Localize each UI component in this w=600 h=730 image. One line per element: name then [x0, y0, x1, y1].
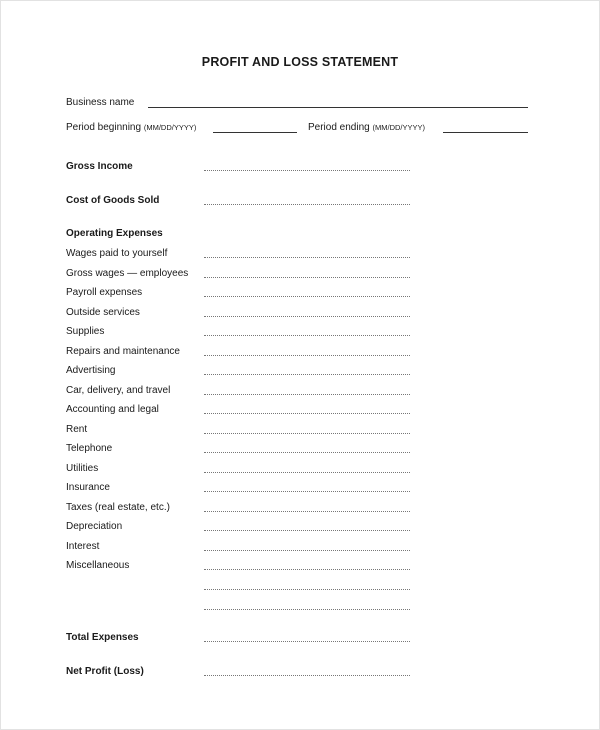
expense-item-label: Telephone: [66, 443, 113, 454]
period-beginning-label: [66, 122, 196, 133]
page-title: PROFIT AND LOSS STATEMENT: [201, 55, 399, 69]
period-beginning-format: (MM/DD/YYYY): [143, 123, 197, 132]
expense-item-field[interactable]: [204, 257, 410, 258]
period-ending-format: (MM/DD/YYYY): [372, 123, 425, 132]
expense-item-label: Advertising: [66, 365, 116, 376]
expense-item-label: Taxes (real estate, etc.): [66, 501, 170, 513]
expense-item-label: Utilities: [66, 462, 99, 474]
expense-item-label: Wages paid to yourself: [66, 248, 168, 259]
expense-item-field[interactable]: [204, 530, 410, 531]
expense-item-field[interactable]: [204, 452, 410, 453]
cost-of-goods-sold-field[interactable]: [204, 204, 410, 205]
expense-item-field[interactable]: [204, 511, 410, 512]
expense-item-field[interactable]: [204, 550, 410, 551]
expense-item-field[interactable]: [204, 296, 410, 297]
net-profit-label: Net Profit (Loss): [66, 666, 144, 677]
expense-item-field[interactable]: [204, 413, 410, 414]
expense-item-label: Depreciation: [66, 521, 123, 532]
operating-expenses-heading: Operating Expenses: [66, 228, 163, 239]
expense-item-label: Outside services: [66, 306, 140, 318]
cost-of-goods-sold-label: Cost of Goods Sold: [66, 195, 160, 206]
expense-item-label: Rent: [66, 423, 88, 435]
gross-income-label: Gross Income: [66, 161, 133, 172]
expense-item-label: Accounting and legal: [66, 404, 159, 415]
expense-item-field[interactable]: [204, 472, 410, 473]
expense-item-field[interactable]: [204, 316, 410, 317]
extra-line-2[interactable]: [204, 609, 410, 610]
expense-item-field[interactable]: [204, 394, 410, 395]
expense-item-field[interactable]: [204, 277, 410, 278]
business-name-field[interactable]: [148, 107, 528, 108]
expense-item-field[interactable]: [204, 433, 410, 434]
period-ending-field[interactable]: [443, 132, 528, 133]
gross-income-field[interactable]: [204, 170, 410, 171]
expense-item-field[interactable]: [204, 355, 410, 356]
expense-item-field[interactable]: [204, 335, 410, 336]
total-expenses-label: Total Expenses: [66, 632, 139, 643]
expense-item-field[interactable]: [204, 569, 410, 570]
expense-item-label: Insurance: [66, 482, 110, 493]
expense-item-label: Payroll expenses: [66, 287, 143, 298]
extra-line-1[interactable]: [204, 589, 410, 590]
period-ending-text: Period ending: [308, 122, 370, 133]
period-beginning-text: Period beginning: [66, 122, 142, 133]
expense-item-field[interactable]: [204, 374, 410, 375]
expense-item-label: Car, delivery, and travel: [66, 384, 171, 396]
expense-item-label: Miscellaneous: [66, 560, 130, 571]
expense-item-label: Gross wages — employees: [66, 267, 189, 279]
expense-item-label: Supplies: [66, 326, 105, 337]
period-beginning-field[interactable]: [213, 132, 297, 133]
total-expenses-field[interactable]: [204, 641, 410, 642]
period-ending-label: [308, 122, 425, 133]
business-name-label: Business name: [66, 97, 135, 108]
expense-item-field[interactable]: [204, 491, 410, 492]
expense-item-label: Repairs and maintenance: [66, 345, 180, 357]
net-profit-field[interactable]: [204, 675, 410, 676]
expense-item-label: Interest: [66, 540, 100, 552]
